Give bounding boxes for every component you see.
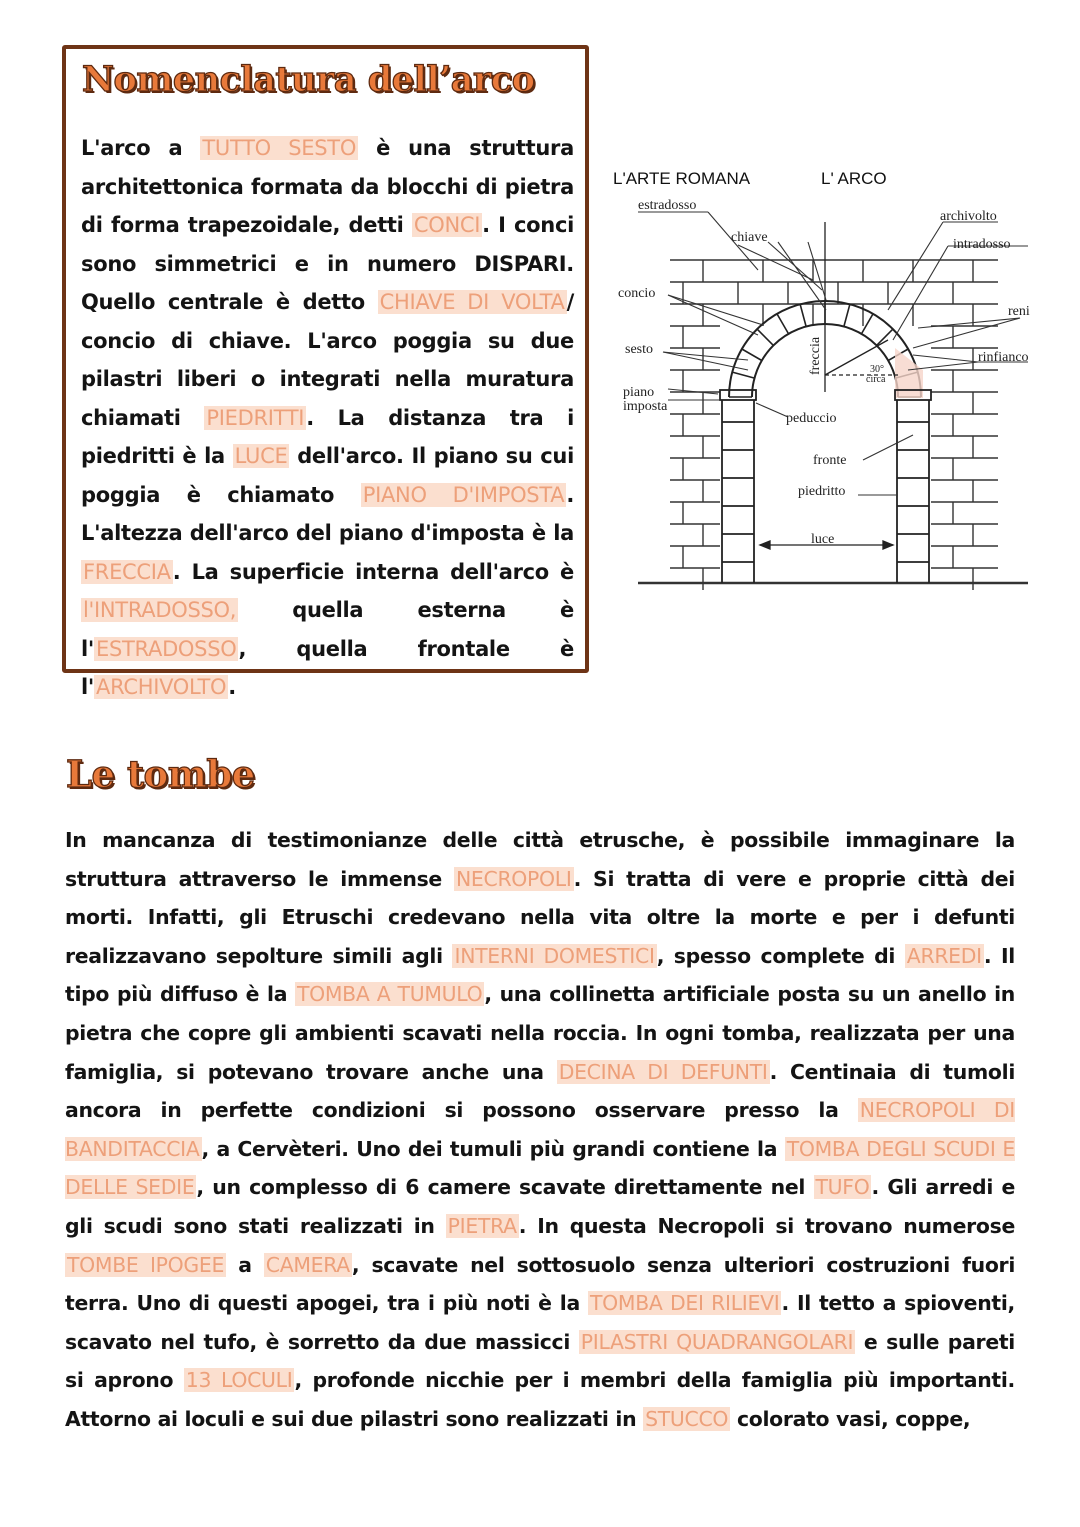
label-angle: 30° bbox=[870, 364, 884, 375]
text-run: colorato vasi, coppe, bbox=[730, 1406, 971, 1431]
label-rinfianco: rinfianco bbox=[978, 350, 1029, 365]
highlighted-term: 13 LOCULI bbox=[185, 1368, 293, 1393]
arch-diagram bbox=[608, 160, 1040, 590]
highlighted-term: TOMBE IPOGEE bbox=[67, 1252, 225, 1277]
text-run: , scavate nel sottosuolo senza ulteriori costruzioni fuori terra. Uno di questi apogei, tra i più noti è la bbox=[65, 1252, 1016, 1316]
highlighted-term: NECROPOLI DI BANDITACCIA bbox=[65, 1098, 1015, 1161]
text-run: è una struttura architettonica formata da blocchi di pietra di forma trapezoidale, detti bbox=[81, 136, 574, 237]
highlighted-term: TUFO bbox=[815, 1175, 870, 1200]
text-run: / concio di chiave. L'arco poggia su due pilastri liberi o integrati nella muratura chiamati bbox=[81, 290, 574, 430]
text-run: a bbox=[226, 1252, 264, 1277]
highlighted-term: FRECCIA bbox=[83, 559, 171, 584]
highlighted-term: STUCCO bbox=[645, 1406, 729, 1431]
diagram-construction-lines bbox=[760, 222, 898, 549]
highlighted-term: PIEDRITTI bbox=[206, 405, 305, 430]
label-piano: piano bbox=[623, 385, 655, 400]
text-run: . Il tetto a spioventi, scavato nel tufo, è sorretto da due massicci bbox=[65, 1291, 1016, 1354]
text-run: . La superficie interna dell'arco è bbox=[172, 559, 574, 584]
label-piedritto: piedritto bbox=[798, 484, 846, 499]
tombs-description bbox=[65, 821, 1015, 1439]
highlighted-term: l'INTRADOSSO, bbox=[83, 598, 237, 622]
label-peduccio: peduccio bbox=[786, 411, 837, 426]
text-run: , a Cervèteri. Uno dei tumuli più grandi contiene la bbox=[201, 1136, 785, 1161]
highlighted-term: NECROPOLI bbox=[455, 866, 572, 891]
label-estradosso: estradosso bbox=[638, 198, 697, 213]
text-run: . bbox=[228, 675, 236, 699]
highlighted-term: PIANO D'IMPOSTA bbox=[362, 482, 565, 507]
label-concio: concio bbox=[618, 286, 656, 301]
label-freccia: freccia bbox=[808, 336, 823, 375]
text-run: . L'altezza dell'arco del piano d'imposta è la bbox=[81, 482, 574, 545]
label-imposta: imposta bbox=[623, 399, 668, 414]
highlighted-term: PIETRA bbox=[447, 1213, 517, 1238]
arch-nomenclature-box bbox=[62, 45, 589, 699]
label-reni: reni bbox=[1008, 304, 1030, 319]
section-title-tombs: Le tombe bbox=[66, 752, 255, 796]
text-run: . La distanza tra i piedritti è la bbox=[81, 405, 575, 468]
diagram-heading-left: L'ARTE ROMANA bbox=[613, 169, 751, 188]
highlighted-term: TOMBA A TUMULO bbox=[296, 982, 483, 1007]
section-title-arch: Nomenclatura dell’arco bbox=[82, 59, 535, 100]
label-fronte: fronte bbox=[813, 453, 847, 468]
highlighted-term: ARCHIVOLTO bbox=[96, 675, 227, 699]
text-run: quella esterna è l' bbox=[81, 598, 574, 661]
highlighted-term: INTERNI DOMESTICI bbox=[454, 943, 655, 968]
highlighted-term: TOMBA DEI RILIEVI bbox=[590, 1291, 780, 1316]
text-run: . Si tratta di vere e proprie città dei morti. Infatti, gli Etruschi credevano nella vita oltre la morte e per i defunti realizzavano sepolture simili agli bbox=[65, 866, 1015, 968]
arch-description bbox=[81, 129, 574, 707]
text-run: L'arco a bbox=[81, 136, 201, 160]
highlighted-term: ARREDI bbox=[906, 943, 982, 968]
highlighted-term: ESTRADOSSO bbox=[96, 636, 237, 661]
text-run: , profonde nicchie per i membri della famiglia più importanti. Attorno ai loculi e sui due pilastri sono realizzati in bbox=[65, 1368, 1015, 1431]
highlighted-term: DECINA DI DEFUNTI bbox=[558, 1059, 768, 1084]
text-run: , spesso complete di bbox=[656, 943, 905, 968]
diagram-heading-right: L' ARCO bbox=[821, 169, 887, 188]
text-run: dell'arco. Il piano su cui poggia è chiamato bbox=[81, 444, 574, 507]
text-run: , quella frontale è l' bbox=[81, 636, 574, 699]
label-luce: luce bbox=[811, 532, 835, 547]
text-run: . In questa Necropoli si trovano numerose bbox=[518, 1213, 1015, 1238]
highlighted-term: CONCI bbox=[413, 213, 481, 237]
highlighted-term: LUCE bbox=[234, 444, 288, 468]
text-run: . Il tipo più diffuso è la bbox=[65, 943, 1015, 1007]
text-run: , una collinetta artificiale posta su un anello in pietra che copre gli ambienti scavati nella roccia. In ogni tomba, realizzata per una famiglia, si potevano trovare anche una bbox=[65, 982, 1016, 1084]
text-run: e sulle pareti si aprono bbox=[65, 1329, 1015, 1393]
label-circa: circa bbox=[866, 374, 886, 385]
text-run: . Centinaia di tumoli ancora in perfette condizioni si possono osservare presso la bbox=[65, 1059, 1016, 1123]
highlighted-term: CAMERA bbox=[265, 1252, 350, 1277]
text-run: , un complesso di 6 camere scavate direttamente nel bbox=[196, 1175, 814, 1200]
text-run: . I conci sono simmetrici e in numero DISPARI. Quello centrale è detto bbox=[81, 213, 575, 314]
highlighted-term: CHIAVE DI VOLTA bbox=[379, 290, 565, 314]
label-sesto: sesto bbox=[625, 342, 653, 357]
label-archivolto: archivolto bbox=[940, 209, 997, 224]
highlighted-term: TUTTO SESTO bbox=[202, 136, 357, 160]
text-run: . Gli arredi e gli scudi sono stati realizzati in bbox=[65, 1175, 1015, 1238]
highlighted-term: TOMBA DEGLI SCUDI E DELLE SEDIE bbox=[65, 1136, 1016, 1200]
highlighted-term: PILASTRI QUADRANGOLARI bbox=[580, 1329, 854, 1354]
label-chiave: chiave bbox=[731, 230, 768, 245]
text-run: In mancanza di testimonianze delle città etrusche, è possibile immaginare la struttura attraverso le immense bbox=[65, 828, 1015, 891]
diagram-labels bbox=[618, 198, 1030, 547]
label-intradosso: intradosso bbox=[953, 237, 1011, 252]
